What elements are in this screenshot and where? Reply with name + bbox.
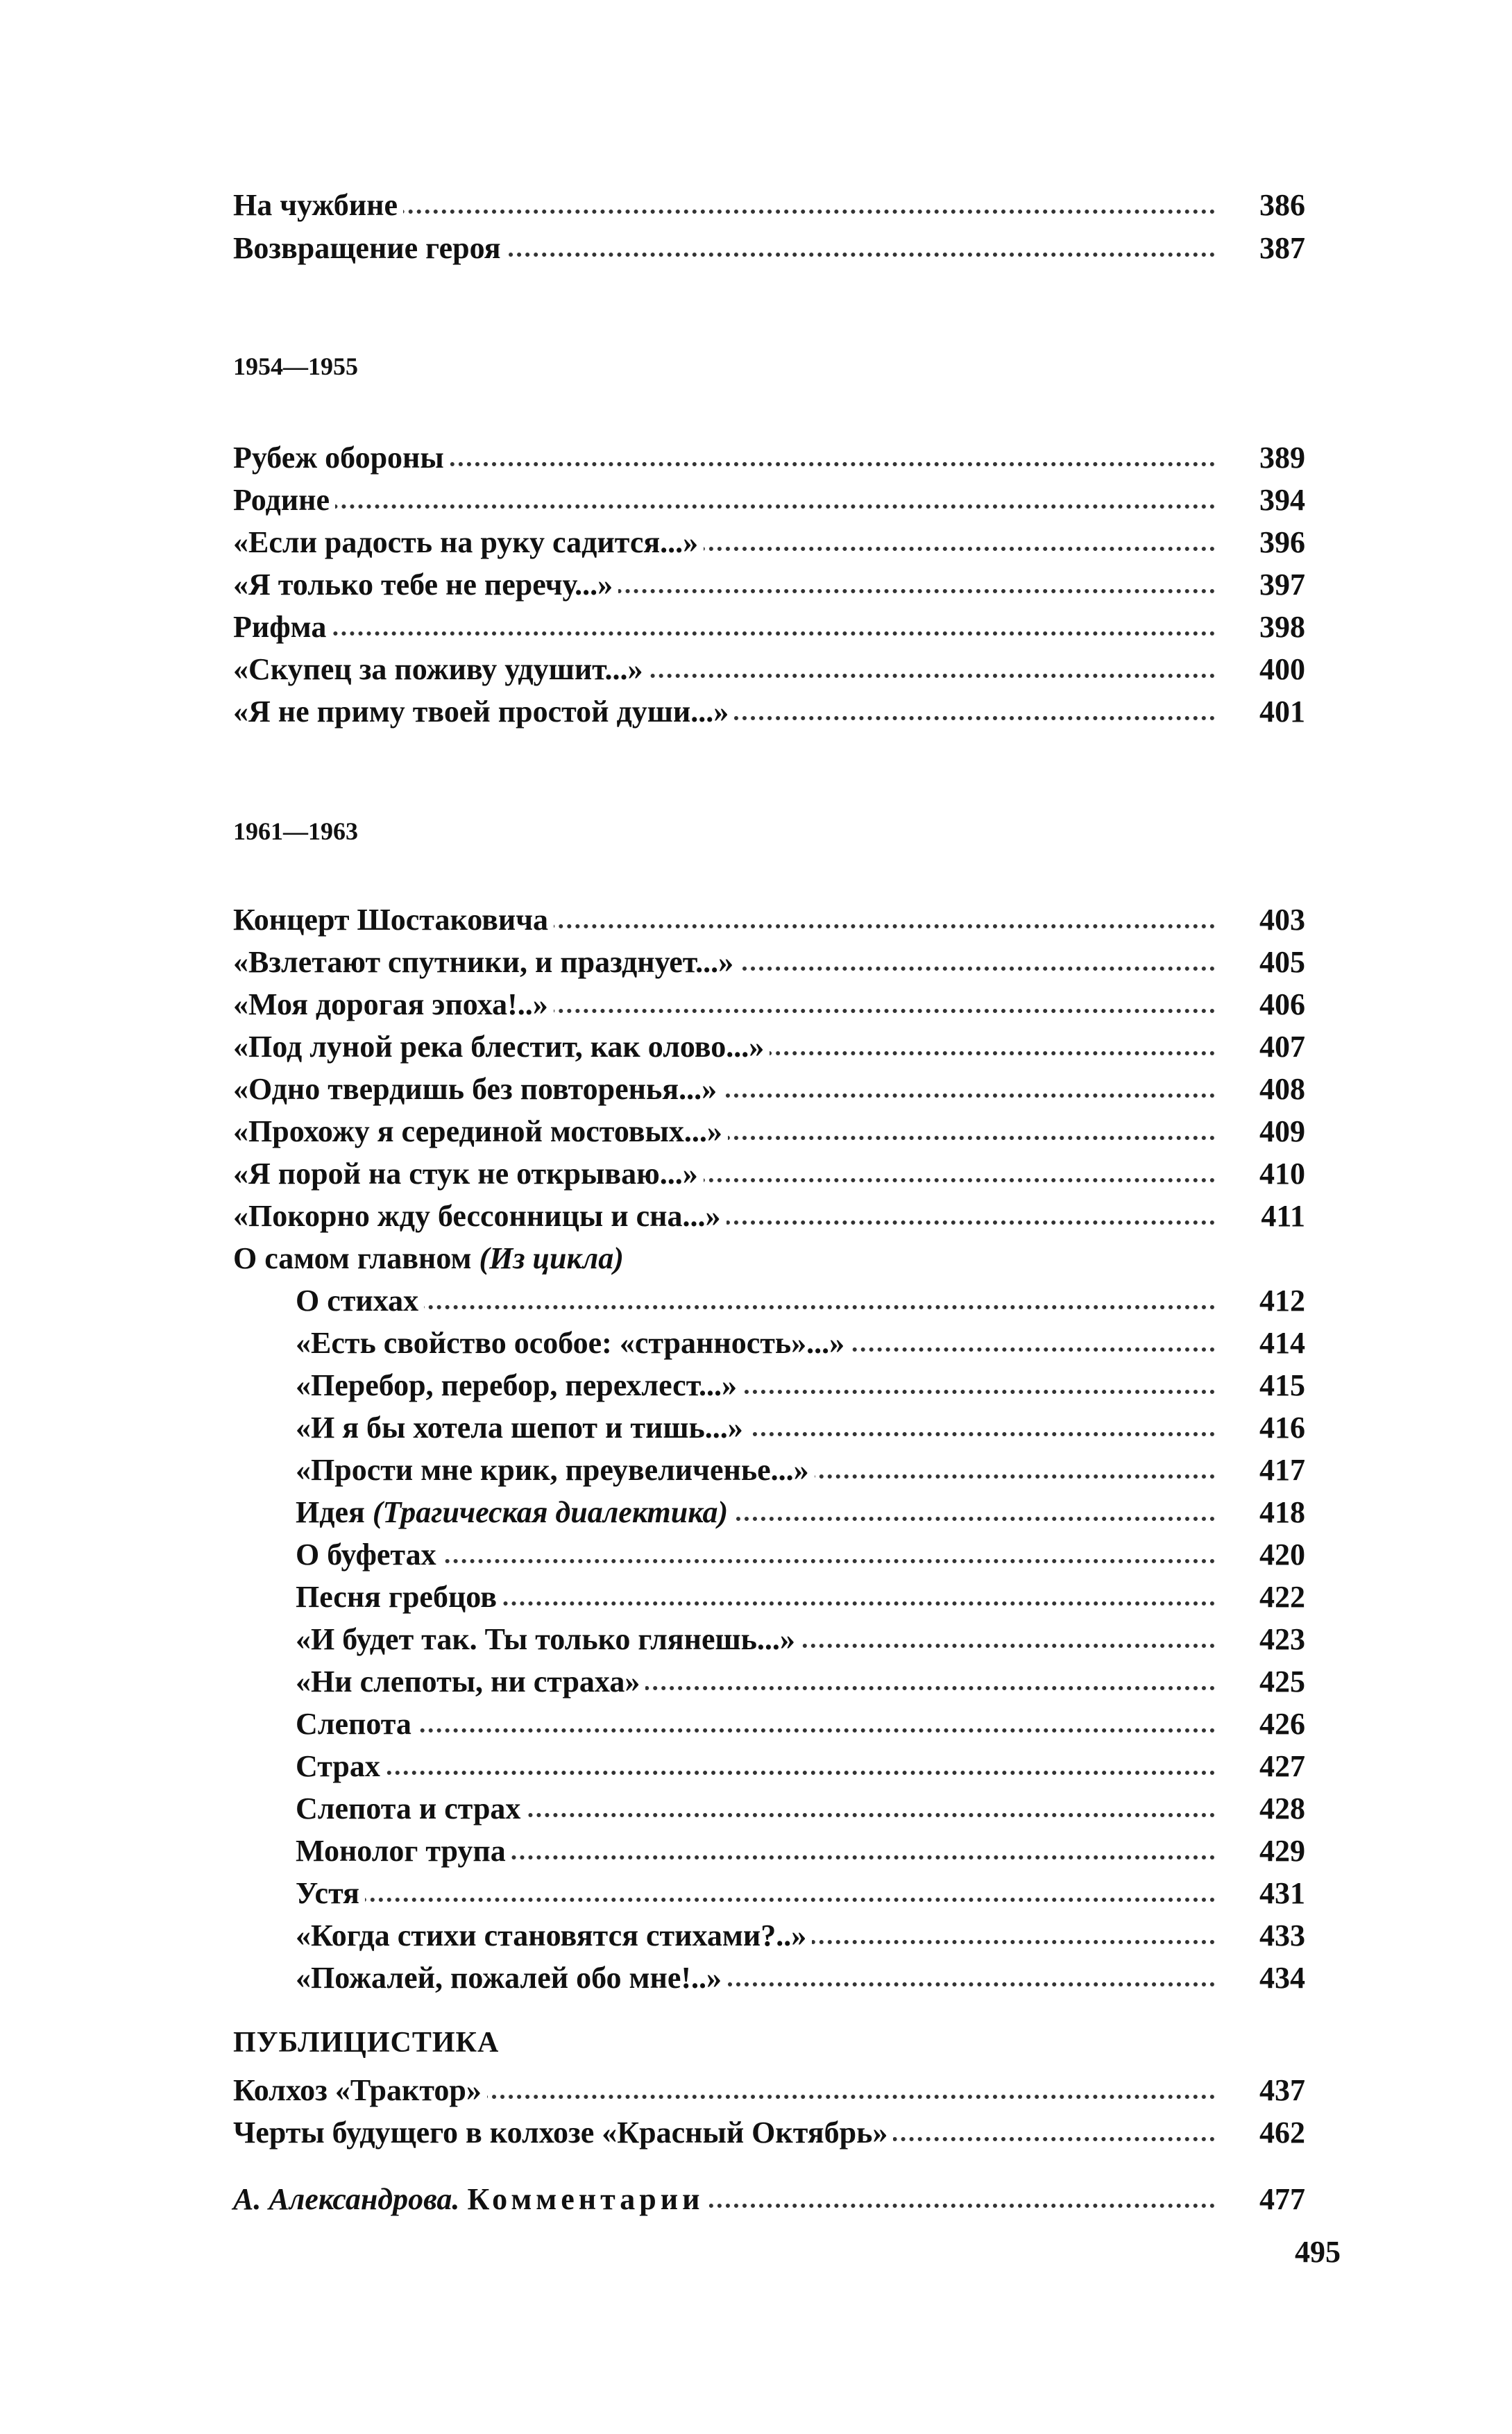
toc-entry <box>296 1871 1305 1916</box>
entry-title: Устя <box>296 1871 365 1916</box>
entry-page: 414 <box>1236 1321 1305 1365</box>
entry-page: 401 <box>1236 690 1305 734</box>
toc-entry <box>233 982 1305 1027</box>
toc-entry <box>296 1575 1305 1619</box>
toc-entry <box>233 647 1305 692</box>
entry-page: 425 <box>1236 1660 1305 1704</box>
toc-entry <box>296 1533 1305 1577</box>
toc-entry <box>233 1194 1305 1239</box>
toc-entry <box>233 898 1305 942</box>
entry-page: 437 <box>1236 2068 1305 2113</box>
entry-title: «Скупец за поживу удушит...» <box>233 647 648 692</box>
cycle-note: (Из цикла) <box>479 1241 624 1275</box>
toc-entry <box>233 226 1305 271</box>
entry-page: 389 <box>1236 436 1305 480</box>
entry-page: 398 <box>1236 605 1305 649</box>
entry-title: Слепота <box>296 1702 417 1746</box>
entry-page: 416 <box>1236 1406 1305 1450</box>
entry-page: 426 <box>1236 1702 1305 1746</box>
cycle-heading <box>233 1236 1305 1281</box>
entry-page: 400 <box>1236 647 1305 692</box>
dot-leader <box>233 504 1215 509</box>
entry-page: 412 <box>1236 1279 1305 1323</box>
toc-entry <box>233 1152 1305 1196</box>
dot-leader <box>233 631 1215 636</box>
toc-entry <box>233 690 1305 734</box>
toc-entry <box>233 183 1305 228</box>
entry-title: «Прости мне крик, преувеличенье...» <box>296 1448 815 1492</box>
entry-page: 420 <box>1236 1533 1305 1577</box>
dot-leader <box>296 1771 1215 1775</box>
entry-title: «Ни слепоты, ни страха» <box>296 1660 645 1704</box>
entry-title: «Перебор, перебор, перехлест...» <box>296 1363 742 1408</box>
entry-title: Слепота и страх <box>296 1787 526 1831</box>
entry-title: «Когда стихи становятся стихами?..» <box>296 1914 812 1958</box>
entry-page: 387 <box>1236 226 1305 271</box>
entry-title: «Одно твердишь без повторенья...» <box>233 1067 722 1112</box>
commentary-author: А. Александрова. <box>233 2182 460 2216</box>
entry-title: Рубеж обороны <box>233 436 450 480</box>
entry-page: 417 <box>1236 1448 1305 1492</box>
dot-leader <box>296 1305 1215 1309</box>
entry-page: 405 <box>1236 940 1305 985</box>
entry-title: Родине <box>233 478 335 522</box>
entry-title: «Под луной река блестит, как олово...» <box>233 1025 770 1069</box>
toc-entry <box>296 1490 1305 1535</box>
toc-entry <box>296 1914 1305 1958</box>
entry-page: 427 <box>1236 1744 1305 1789</box>
entry-page: 396 <box>1236 520 1305 565</box>
page-number: 495 <box>1295 2235 1341 2269</box>
toc-entry <box>296 1829 1305 1873</box>
entry-title: «Моя дорогая эпоха!..» <box>233 982 554 1027</box>
entry-page: 403 <box>1236 898 1305 942</box>
entry-page: 386 <box>1236 183 1305 228</box>
entry-title: «Взлетают спутники, и празднует...» <box>233 940 739 985</box>
entry-title: «И будет так. Ты только глянешь...» <box>296 1617 801 1662</box>
entry-page: 408 <box>1236 1067 1305 1112</box>
toc-entry <box>233 1025 1305 1069</box>
entry-note: (Трагическая диалектика) <box>372 1495 729 1529</box>
entry-page: 462 <box>1236 2111 1305 2155</box>
entry-page: 418 <box>1236 1490 1305 1535</box>
entry-page: 423 <box>1236 1617 1305 1662</box>
entry-title: «И я бы хотела шепот и тишь...» <box>296 1406 749 1450</box>
dot-leader <box>296 1898 1215 1902</box>
cycle-title: О самом главном <box>233 1241 472 1275</box>
entry-title: Колхоз «Трактор» <box>233 2068 487 2113</box>
entry-page: 409 <box>1236 1109 1305 1154</box>
toc-entry <box>296 1448 1305 1492</box>
entry-title: «Пожалей, пожалей обо мне!..» <box>296 1956 727 2000</box>
year-heading: 1961—1963 <box>233 817 358 845</box>
entry-title: На чужбине <box>233 183 403 228</box>
entry-title: Монолог трупа <box>296 1829 511 1873</box>
year-heading: 1954—1955 <box>233 352 358 380</box>
entry-page: 477 <box>1236 2177 1305 2222</box>
toc-entry <box>296 1363 1305 1408</box>
commentary-title: Комментарии <box>467 2182 704 2216</box>
entry-title: Концерт Шостаковича <box>233 898 554 942</box>
entry-title: «Прохожу я серединой мостовых...» <box>233 1109 728 1154</box>
toc-entry <box>233 605 1305 649</box>
entry-page: 429 <box>1236 1829 1305 1873</box>
toc-entry <box>233 436 1305 480</box>
entry-title: Страх <box>296 1744 386 1789</box>
entry-title: «Я порой на стук не открываю...» <box>233 1152 704 1196</box>
entry-page: 434 <box>1236 1956 1305 2000</box>
entry-title: О буфетах <box>296 1533 442 1577</box>
entry-title: «Есть свойство особое: «странность»...» <box>296 1321 850 1365</box>
dot-leader <box>296 1728 1215 1733</box>
toc-entry <box>296 1787 1305 1831</box>
entry-title: Рифма <box>233 605 332 649</box>
entry-page: 428 <box>1236 1787 1305 1831</box>
toc-entry <box>296 1702 1305 1746</box>
toc-entry <box>296 1279 1305 1323</box>
entry-title: «Я не приму твоей простой души...» <box>233 690 734 734</box>
entry-page: 407 <box>1236 1025 1305 1069</box>
entry-page: 411 <box>1236 1194 1305 1239</box>
entry-page: 431 <box>1236 1871 1305 1916</box>
entry-title: Песня гребцов <box>296 1575 502 1619</box>
toc-entry <box>296 1744 1305 1789</box>
toc-entry <box>233 563 1305 607</box>
entry-title: «Я только тебе не перечу...» <box>233 563 618 607</box>
toc-entry <box>233 1109 1305 1154</box>
entry-title: «Покорно жду бессонницы и сна...» <box>233 1194 727 1239</box>
entry-page: 415 <box>1236 1363 1305 1408</box>
toc-entry-commentary <box>233 2177 1305 2222</box>
toc-entry <box>296 1660 1305 1704</box>
toc-entry <box>233 2068 1305 2113</box>
entry-title: Идея <box>296 1495 365 1529</box>
section-heading: ПУБЛИЦИСТИКА <box>233 2027 500 2059</box>
entry-page: 394 <box>1236 478 1305 522</box>
entry-title: О стихах <box>296 1279 424 1323</box>
toc-entry <box>296 1321 1305 1365</box>
entry-title: «Если радость на руку садится...» <box>233 520 704 565</box>
entry-page: 433 <box>1236 1914 1305 1958</box>
entry-title: Черты будущего в колхозе «Красный Октябрь» <box>233 2111 893 2155</box>
toc-entry <box>296 1956 1305 2000</box>
toc-entry <box>296 1617 1305 1662</box>
entry-page: 406 <box>1236 982 1305 1027</box>
entry-title: Возвращение героя <box>233 226 507 271</box>
toc-entry <box>233 1067 1305 1112</box>
entry-page: 410 <box>1236 1152 1305 1196</box>
toc-entry <box>233 520 1305 565</box>
toc-entry <box>296 1406 1305 1450</box>
toc-entry <box>233 940 1305 985</box>
entry-page: 422 <box>1236 1575 1305 1619</box>
entry-page: 397 <box>1236 563 1305 607</box>
toc-entry <box>233 478 1305 522</box>
toc-entry <box>233 2111 1305 2155</box>
